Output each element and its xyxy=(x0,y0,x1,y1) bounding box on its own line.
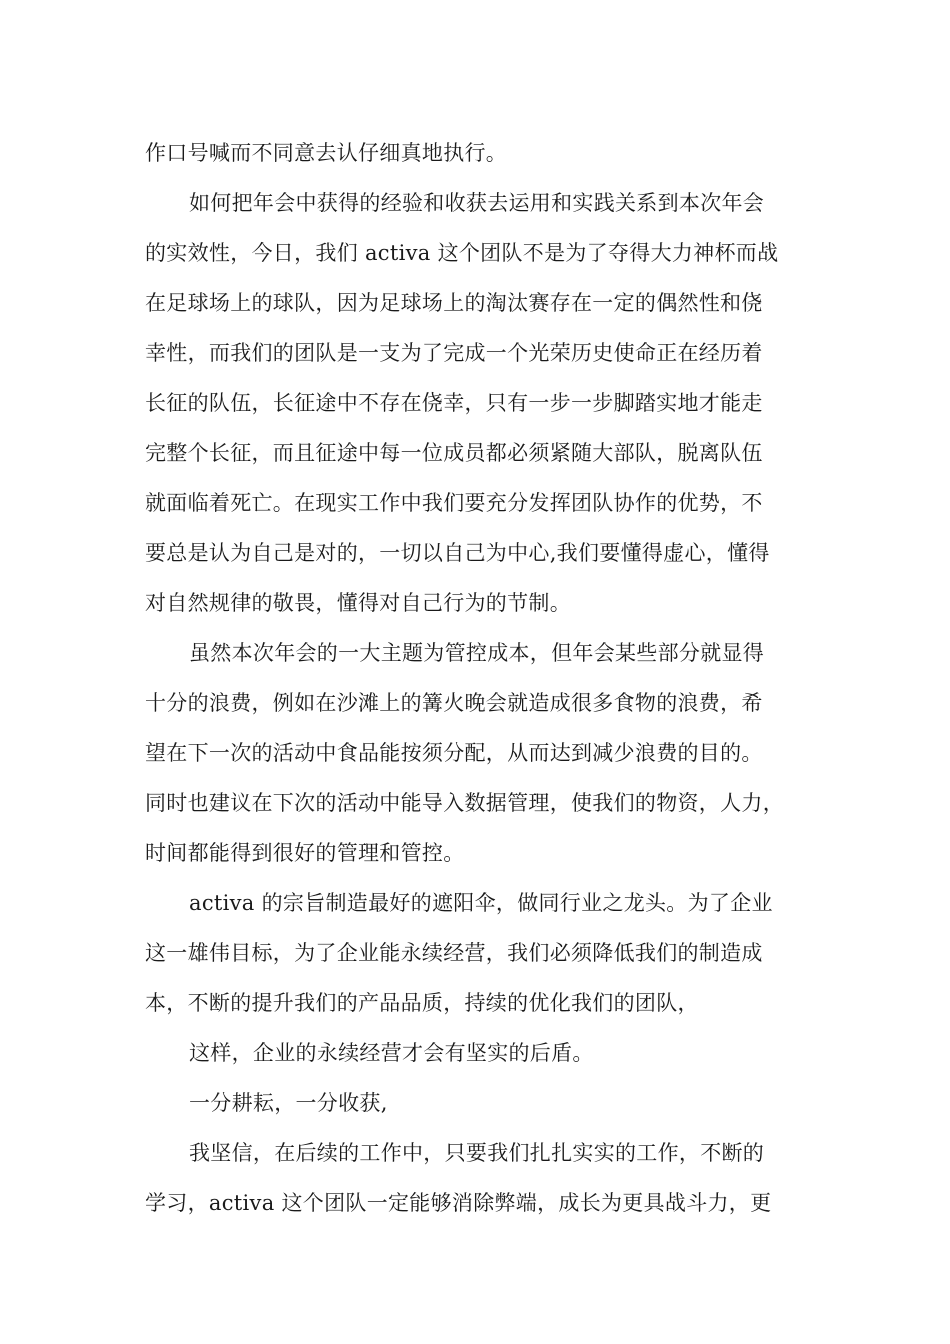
text-line: 我坚信，在后续的工作中，只要我们扎扎实实的工作，不断的 xyxy=(189,1141,765,1165)
text-line: 对自然规律的敬畏，懂得对自己行为的节制。 xyxy=(145,591,571,615)
text-line: 十分的浪费，例如在沙滩上的篝火晚会就造成很多食物的浪费，希 xyxy=(145,691,763,715)
text-line: 的实效性，今日，我们 activa 这个团队不是为了夺得大力神杯而战 xyxy=(145,241,779,265)
text-line: 望在下一次的活动中食品能按须分配，从而达到减少浪费的目的。 xyxy=(145,741,763,765)
text-line: 时间都能得到很好的管理和管控。 xyxy=(145,841,465,865)
text-line: 完整个长征，而且征途中每一位成员都必须紧随大部队，脱离队伍 xyxy=(145,441,763,465)
text-line: 就面临着死亡。在现实工作中我们要充分发挥团队协作的优势，不 xyxy=(145,491,763,515)
text-line: 长征的队伍，长征途中不存在侥幸，只有一步一步脚踏实地才能走 xyxy=(145,391,763,415)
text-line: 学习，activa 这个团队一定能够消除弊端，成长为更具战斗力，更 xyxy=(145,1191,772,1215)
text-line: 如何把年会中获得的经验和收获去运用和实践关系到本次年会 xyxy=(189,191,765,215)
document-body xyxy=(145,128,815,1228)
text-line: 这样，企业的永续经营才会有坚实的后盾。 xyxy=(189,1041,594,1065)
text-line: 作口号喊而不同意去认仔细真地执行。 xyxy=(145,141,508,165)
text-line: 一分耕耘，一分收获, xyxy=(189,1091,388,1115)
text-line: activa 的宗旨制造最好的遮阳伞，做同行业之龙头。为了企业 xyxy=(189,891,773,915)
text-line: 这一雄伟目标，为了企业能永续经营，我们必须降低我们的制造成 xyxy=(145,941,763,965)
text-line: 同时也建议在下次的活动中能导入数据管理，使我们的物资，人力， xyxy=(145,791,784,815)
text-line: 要总是认为自己是对的，一切以自己为中心,我们要懂得虚心，懂得 xyxy=(145,541,770,565)
text-line: 虽然本次年会的一大主题为管控成本，但年会某些部分就显得 xyxy=(189,641,765,665)
text-line: 本，不断的提升我们的产品品质，持续的优化我们的团队， xyxy=(145,991,699,1015)
text-line: 在足球场上的球队，因为足球场上的淘汰赛存在一定的偶然性和侥 xyxy=(145,291,763,315)
text-line: 幸性，而我们的团队是一支为了完成一个光荣历史使命正在经历着 xyxy=(145,341,763,365)
